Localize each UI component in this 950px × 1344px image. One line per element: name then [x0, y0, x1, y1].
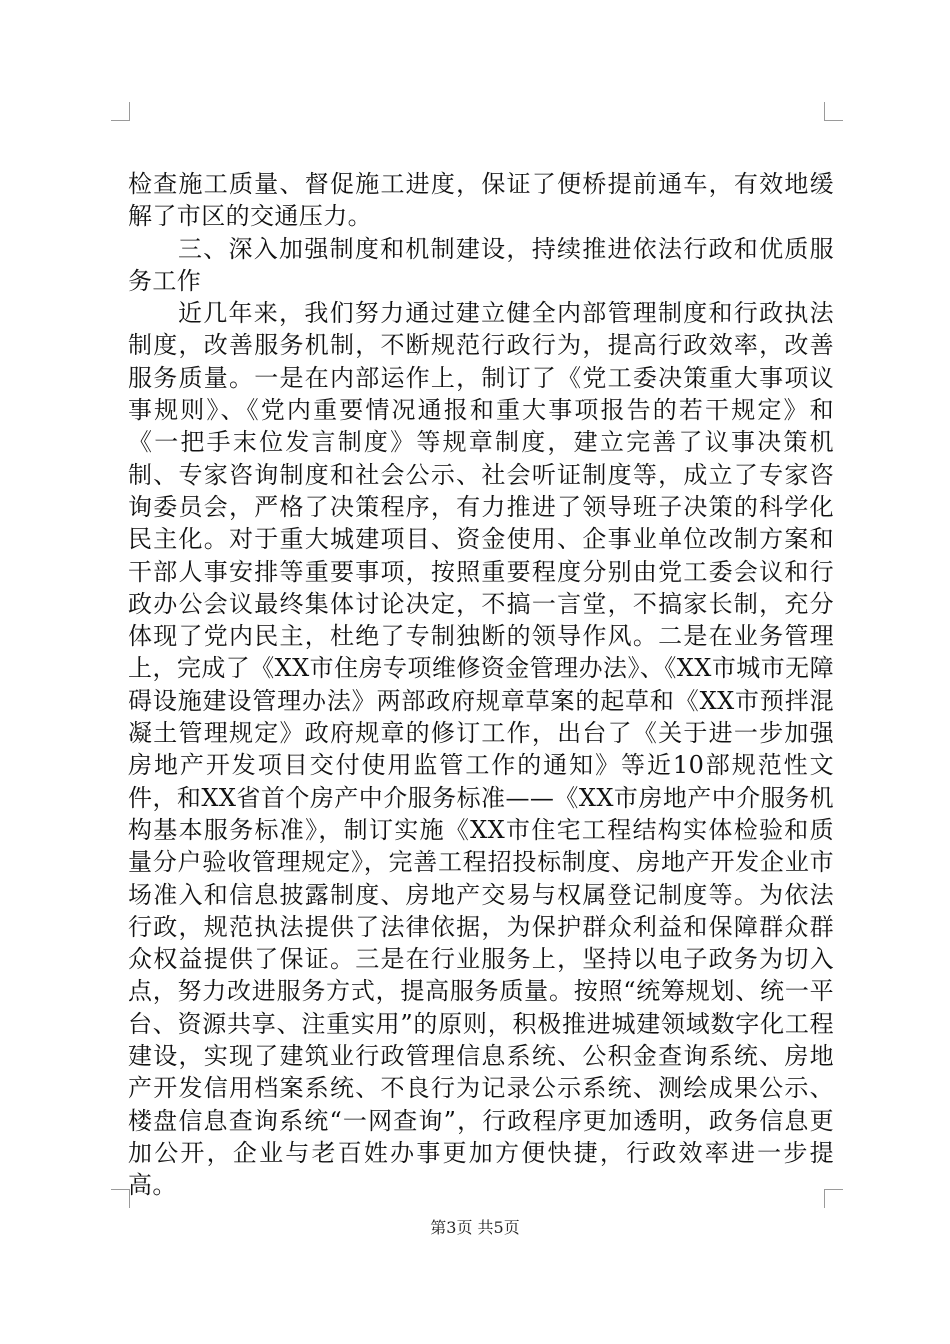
- paragraph-main: 近几年来，我们努力通过建立健全内部管理制度和行政执法制度，改善服务机制，不断规范行政行为，提高行政效率，改善服务质量。一是在内部运作上，制订了《党工委决策重大事项议事规则》、《党内重要情况通报和重大事项报告的若干规定》和《一把手末位发言制度》等规章制度，建立完善了议事决策机制、专家咨询制度和社会公示、社会听证制度等，成立了专家咨询委员会，严格了决策程序，有力推进了领导班子决策的科学化民主化。对于重大城建项目、资金使用、企事业单位改制方案和干部人事安排等重要事项，按照重要程度分别由党工委会议和行政办公会议最终集体讨论决定，不搞一言堂，不搞家长制，充分体现了党内民主，杜绝了专制独断的领导作风。二是在业务管理上，完成了《XX市住房专项维修资金管理办法》、《XX市城市无障碍设施建设管理办法》两部政府规章草案的起草和《XX市预拌混凝土管理规定》政府规章的修订工作，出台了《关于进一步加强房地产开发项目交付使用监管工作的通知》等近10部规范性文件，和XX省首个房产中介服务标准——《XX市房地产中介服务机构基本服务标准》，制订实施《XX市住宅工程结构实体检验和质量分户验收管理规定》，完善工程招投标制度、房地产开发企业市场准入和信息披露制度、房地产交易与权属登记制度等。为依法行政，规范执法提供了法律依据，为保护群众利益和保障群众群众权益提供了保证。三是在行业服务上，坚持以电子政务为切入点，努力改进服务方式，提高服务质量。按照“统筹规划、统一平台、资源共享、注重实用”的原则，积极推进城建领域数字化工程建设，实现了建筑业行政管理信息系统、公积金查询系统、房地产开发信用档案系统、不良行为记录公示系统、测绘成果公示、楼盘信息查询系统“一网查询”，行政程序更加透明，政务信息更加公开，企业与老百姓办事更加方便快捷，行政效率进一步提高。: [128, 299, 834, 1200]
- page-number: 第3页 共5页: [430, 1218, 520, 1237]
- paragraph-continuation: 检查施工质量、督促施工进度，保证了便桥提前通车，有效地缓解了市区的交通压力。: [128, 170, 834, 231]
- crop-mark-top-right: [824, 102, 843, 121]
- document-body: [128, 168, 834, 1202]
- crop-mark-top-left: [111, 102, 130, 121]
- section-heading: 三、深入加强制度和机制建设，持续推进依法行政和优质服务工作: [128, 234, 834, 295]
